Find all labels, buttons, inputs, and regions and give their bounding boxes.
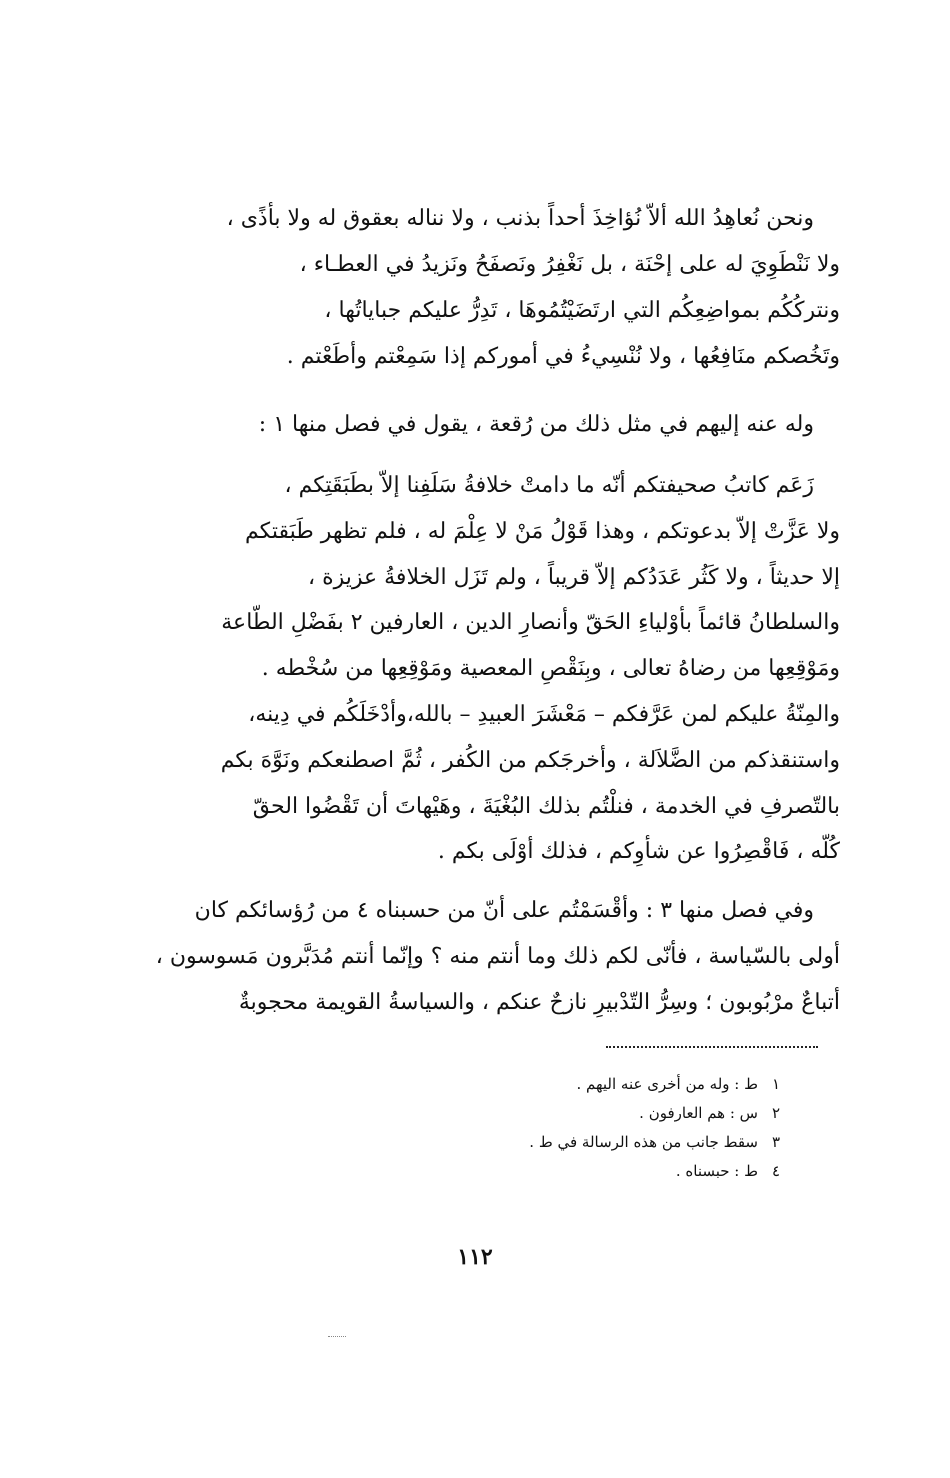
paragraph-line: كُلّه ، فَاقْصِرُوا عن شأوِكم ، فذلك أوْلَى بكم . [437,839,840,865]
paragraph-1 [128,196,840,380]
footnote-number: ١ [771,1075,780,1093]
paragraph-line: والسلطانُ قائماً بأوْلياءِ الحَقّ وأنصارِ الدين ، العارفين ٢ بفَضْلِ الطّاعة [221,610,840,636]
paragraph-line: وتَخُصكم منَافِعُها ، ولا نُنْسِيءُ في أموركم إذا سَمِعْتم وأطَعْتم . [286,344,840,369]
scan-speck [328,1336,346,1337]
paragraph-line: وفي فصل منها ٣ : وأقْسَمْتُم على أنّ من حسبناه ٤ من رُؤسائكم كان [194,898,814,923]
paragraph-line: ولا عَزَّتْ إلاّ بدعوتكم ، وهذا قَوْلُ مَنْ لا عِلْمَ له ، فلم تظهر طَبَقتكم [245,518,840,544]
footnotes [360,1070,780,1186]
page-number: ١١٢ [457,1244,493,1270]
paragraph-line: ومَوْقِعِها من رضاهُ تعالى ، وبِنَقْصِ المعصية ومَوْقِعِها من سُخْطه . [261,656,840,682]
footnote-text: ط : حبسناه . [675,1162,758,1180]
paragraph-line: ونتركُكُم بمواضِعِكُم التي ارتَضَيْتُمُوهَا ، تَدِرُّ عليكم جباياتُها ، [324,298,840,323]
footnote-text: سقط جانب من هذه الرسالة في ط . [529,1133,758,1151]
paragraph-2 [128,402,840,448]
footnote-number: ٣ [771,1133,780,1151]
paragraph-line: زَعَم كاتبُ صحيفتكم أنّه ما دامتْ خلافةُ سَلَفِنا إلاّ بطَبَقَتِكم ، [284,473,814,498]
paragraph-line: وله عنه إليهم في مثل ذلك من رُقعة ، يقول في فصل منها ١ : [258,412,814,437]
footnote-item [360,1070,780,1099]
footnote-text: س : هم العارفون . [639,1104,758,1122]
paragraph-line: واستنقذكم من الضَّلاَلة ، وأخرجَكم من الكُفر ، ثُمَّ اصطنعكم ونَوَّهَ بكم [220,747,840,773]
footnote-item [360,1128,780,1157]
paragraph-line: إلا حديثاً ، ولا كَثُر عَدَدُكم إلاّ قريباً ، ولم تَزَل الخلافةُ عزيزة ، [308,564,840,590]
footnote-text: ط : وله من أخرى عنه اليهم . [576,1075,758,1093]
paragraph-line: والمِنّةُ عليكم لمن عَرَّفكم – مَعْشَرَ العبيدِ – بالله،وأدْخَلَكُم في دِينه، [248,701,840,727]
paragraph-line: أتباعٌ مرْبُوبون ؛ وسِرُّ التّدْبيرِ نازحٌ عنكم ، والسياسةُ القويمة محجوبةٌ [238,990,840,1015]
paragraph-line: ونحن نُعاهِدُ الله ألاّ نُؤاخِذَ أحداً بذنب ، ولا نناله بعقوق له ولا بأذًى ، [226,206,814,231]
paragraph-line: ولا نَنْطَوِيَ له على إحْنَة ، بل نَغْفِرُ ونَصفَحُ ونَزيدُ في العطـاء ، [299,252,840,277]
footnote-item [360,1099,780,1128]
footnote-separator [606,1046,818,1048]
paragraph-line: أولى بالسّياسة ، فأنّى لكم ذلك وما أنتم منه ؟ وإنّما أنتم مُدَبَّرون مَسوسون ، [155,944,840,969]
paragraph-3 [128,463,840,875]
footnote-item [360,1157,780,1186]
paragraph-4 [128,888,840,1026]
footnote-number: ٢ [771,1104,780,1122]
footnote-number: ٤ [771,1162,780,1180]
paragraph-line: بالتّصرفِ في الخدمة ، فنلْتُم بذلك البُغْيَةَ ، وهَيْهاتَ أن تَقْضُوا الحقّ [252,793,840,819]
